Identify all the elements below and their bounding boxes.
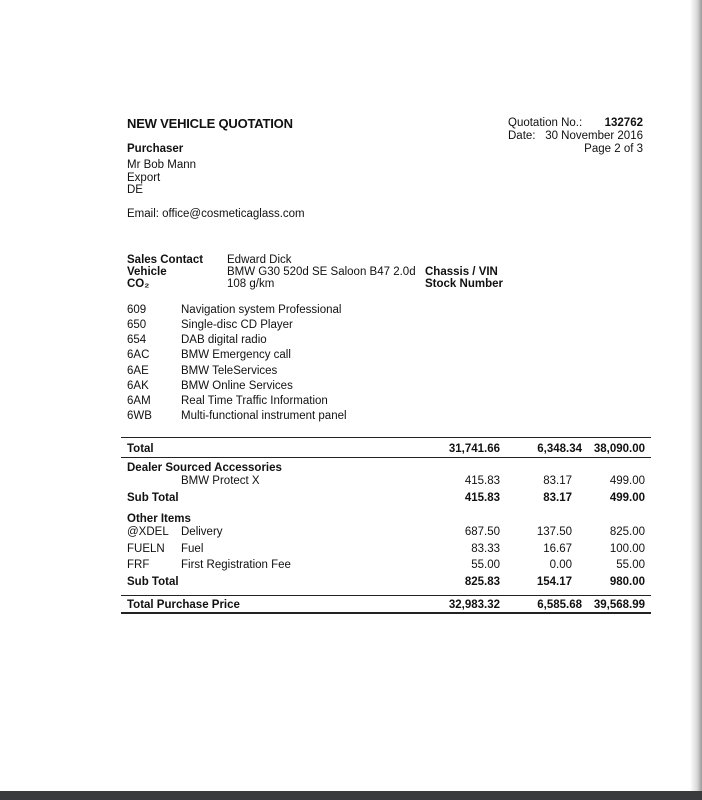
other-item-code: FRF [127,559,150,571]
accessories-subtotal-gross: 499.00 [609,492,645,504]
other-item-vat: 0.00 [549,559,572,571]
other-items-subtotal-net: 825.83 [464,576,500,588]
other-item-net: 83.33 [471,543,500,555]
other-item-desc: Fuel [181,543,204,555]
quote-date: 30 November 2016 [545,130,643,142]
other-item-vat: 16.67 [543,543,572,555]
purchaser-heading: Purchaser [127,143,184,155]
other-item-code: @XDEL [127,526,169,538]
option-code: 6AK [127,380,149,392]
option-code: 654 [127,334,147,346]
total-purchase-gross: 39,568.99 [593,599,645,611]
option-code: 6AM [127,395,151,407]
option-code: 6AC [127,349,150,361]
total-net: 31,741.66 [448,443,500,455]
total-purchase-net: 32,983.32 [448,599,500,611]
other-item-net: 687.50 [464,526,500,538]
vehicle-value: BMW G30 520d SE Saloon B47 2.0d [227,266,416,278]
purchaser-line3: DE [127,184,143,196]
accessory-desc: BMW Protect X [181,475,260,487]
grand-total-top-rule [121,595,651,596]
other-item-vat: 137.50 [536,526,572,538]
total-purchase-label: Total Purchase Price [127,599,240,611]
other-item-gross: 55.00 [616,559,645,571]
quote-number: 132762 [604,117,643,129]
dealer-accessories-heading: Dealer Sourced Accessories [127,462,282,474]
accessories-subtotal-net: 415.83 [464,492,500,504]
total-bottom-rule [121,457,651,458]
option-code: 6WB [127,410,152,422]
accessory-vat: 83.17 [543,475,572,487]
co2-value: 108 g/km [227,278,275,290]
accessory-net: 415.83 [464,475,500,487]
option-code: 609 [127,304,147,316]
sales-contact-label: Sales Contact [127,254,204,266]
sales-contact-value: Edward Dick [227,254,292,266]
total-vat: 6,348.34 [537,443,582,455]
document-title: NEW VEHICLE QUOTATION [127,116,293,131]
total-purchase-vat: 6,585.68 [537,599,582,611]
option-desc: Navigation system Professional [181,304,342,316]
other-items-subtotal-vat: 154.17 [536,576,572,588]
other-item-gross: 825.00 [609,526,645,538]
quote-number-label: Quotation No.: [508,117,583,129]
other-item-desc: Delivery [181,526,223,538]
option-desc: Single-disc CD Player [181,319,293,331]
stock-number-label: Stock Number [425,278,503,290]
purchaser-name: Mr Bob Mann [127,159,197,171]
purchaser-line2: Export [127,172,161,184]
purchaser-email: Email: office@cosmeticaglass.com [127,208,305,220]
option-desc: Multi-functional instrument panel [181,410,347,422]
chassis-label: Chassis / VIN [425,266,498,278]
option-desc: BMW Emergency call [181,349,291,361]
page-edge-shadow [690,0,702,800]
other-items-subtotal-gross: 980.00 [609,576,645,588]
option-desc: DAB digital radio [181,334,267,346]
other-item-code: FUELN [127,543,165,555]
option-desc: BMW TeleServices [181,365,278,377]
vehicle-label: Vehicle [127,266,167,278]
accessory-gross: 499.00 [609,475,645,487]
option-desc: Real Time Traffic Information [181,395,328,407]
other-items-subtotal-label: Sub Total [127,576,179,588]
option-code: 650 [127,319,147,331]
co2-label: CO₂ [127,278,150,290]
accessories-subtotal-vat: 83.17 [543,492,572,504]
option-code: 6AE [127,365,149,377]
other-items-heading: Other Items [127,513,191,525]
total-label: Total [127,443,154,455]
option-desc: BMW Online Services [181,380,293,392]
page-number: Page 2 of 3 [584,143,643,155]
total-top-rule [121,437,651,438]
grand-total-bottom-rule [121,612,651,614]
other-item-gross: 100.00 [609,543,645,555]
other-item-net: 55.00 [471,559,500,571]
accessories-subtotal-label: Sub Total [127,492,179,504]
other-item-desc: First Registration Fee [181,559,291,571]
window-bottom-bar [0,791,702,800]
total-gross: 38,090.00 [593,443,645,455]
quote-date-label: Date: [508,130,536,142]
